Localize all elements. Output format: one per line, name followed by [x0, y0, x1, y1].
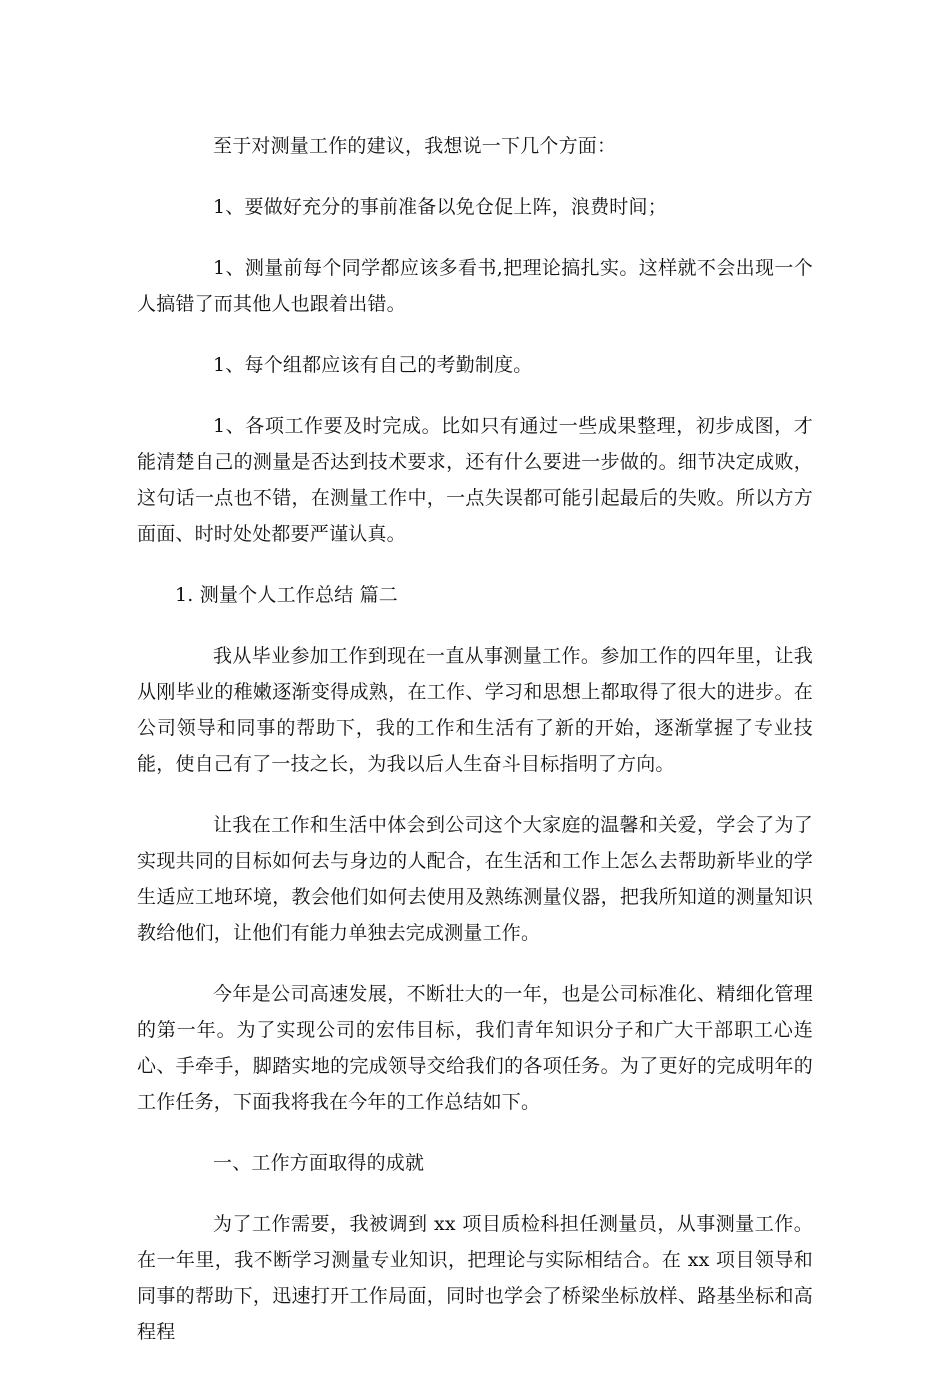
paragraph-work-experience: 我从毕业参加工作到现在一直从事测量工作。参加工作的四年里，让我从刚毕业的稚嫩逐渐变得成熟，在工作、学习和思想上都取得了很大的进步。在公司领导和同事的帮助下，我的工作和生活有了新的开始，逐渐掌握了专业技能，使自己有了一技之长，为我以后人生奋斗目标指明了方向。	[137, 645, 813, 775]
paragraph-suggestion-4: 1、各项工作要及时完成。比如只有通过一些成果整理，初步成图，才能清楚自己的测量是否达到技术要求，还有什么要进一步做的。细节决定成败，这句话一点也不错，在测量工作中，一点失误都可能引起最后的失败。所以方方面面、时时处处都要严谨认真。	[137, 415, 813, 545]
document-body	[137, 128, 813, 1375]
subheading-part-two: 1. 测量个人工作总结 篇二	[175, 584, 399, 606]
paragraph-suggestion-2: 1、测量前每个同学都应该多看书,把理论搞扎实。这样就不会出现一个人搞错了而其他人也跟着出错。	[137, 257, 813, 315]
paragraph-company-family: 让我在工作和生活中体会到公司这个大家庭的温馨和关爱，学会了为了实现共同的目标如何去与身边的人配合，在生活和工作上怎么去帮助新毕业的学生适应工地环境，教会他们如何去使用及熟练测量仪器，把我所知道的测量知识教给他们，让他们有能力单独去完成测量工作。	[137, 814, 813, 944]
paragraph-suggestions-intro: 至于对测量工作的建议，我想说一下几个方面：	[213, 135, 617, 157]
section-heading-achievements: 一、工作方面取得的成就	[213, 1152, 425, 1174]
paragraph-year-summary: 今年是公司高速发展，不断壮大的一年，也是公司标准化、精细化管理的第一年。为了实现公司的宏伟目标，我们青年知识分子和广大干部职工心连心、手牵手，脚踏实地的完成领导交给我们的各项任务。为了更好的完成明年的工作任务，下面我将我在今年的工作总结如下。	[137, 983, 813, 1113]
paragraph-suggestion-3: 1、每个组都应该有自己的考勤制度。	[213, 354, 533, 376]
paragraph-achievements: 为了工作需要，我被调到 xx 项目质检科担任测量员，从事测量工作。在一年里，我不断学习测量专业知识，把理论与实际相结合。在 xx 项目领导和同事的帮助下，迅速打开工作局面，同时也学会了桥梁坐标放样、路基坐标和高程程	[137, 1213, 813, 1343]
paragraph-suggestion-1: 1、要做好充分的事前准备以免仓促上阵，浪费时间；	[213, 196, 667, 218]
